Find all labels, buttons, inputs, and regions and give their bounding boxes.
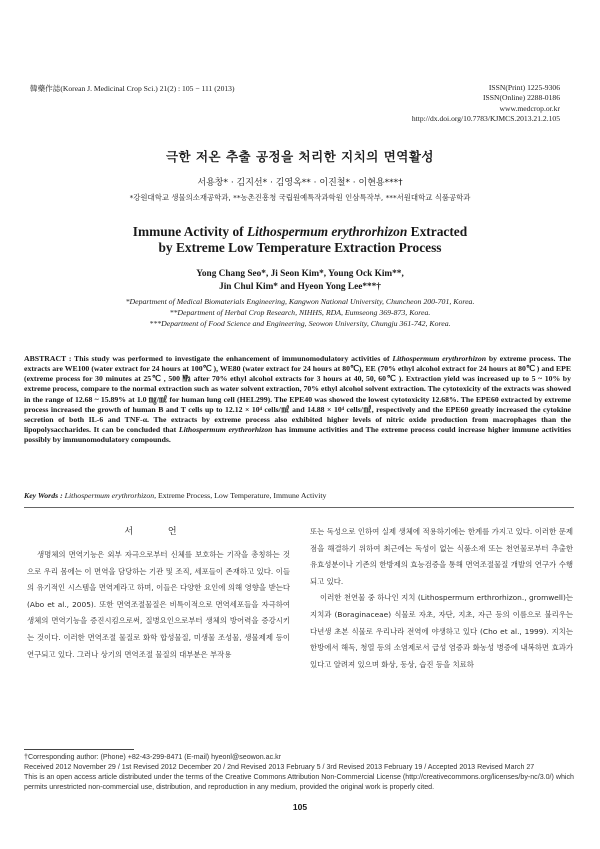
left-paragraph-1: 생명체의 면역기능은 외부 자극으로부터 신체를 보호하는 기작을 총칭하는 것으로 우리 몸에는 이 면역을 담당하는 기관 및 조직, 세포들이 존재하고 있다. 이들의 유기적인 시스템을 면역계라고 하며, 이들은 다양한 요인에 의해 영향을 받는다 (Abo et al., 2005). 또한 면역조절물질은 비특이적으로 면역세포들을 자극하여 생체의 면역기능을 증진시킴으로써, 질병요인으로부터 생체의 방어력을 증강시키는 것이다. 이러한 면역조절 물질로 화학 합성물질, 미생물 조성물, 생물제제 등이 연구되고 있다. 그러나 상기의 면역조절 물질의 대부분은 부작용 xyxy=(27,550,290,659)
journal-identifiers xyxy=(412,83,560,125)
korean-authors: 서용창* · 김지선* · 김영옥** · 이진철* · 이현용***† xyxy=(197,178,403,188)
title-line-2: by Extreme Low Temperature Extraction Process xyxy=(158,240,442,255)
keywords-rest: Extreme Process, Low Temperature, Immune Activity xyxy=(156,491,327,500)
title-part-1: Immune Activity of xyxy=(132,224,247,239)
issn-online: ISSN(Online) 2288-0186 xyxy=(483,93,560,103)
authors-line-1: Yong Chang Seo*, Ji Seon Kim*, Young Ock Kim**, xyxy=(196,269,404,279)
affiliation-2: **Department of Herbal Crop Research, NIHHS, RDA, Eumseong 369-873, Korea. xyxy=(169,308,431,317)
english-authors xyxy=(0,268,600,294)
corresponding-author: †Corresponding author: (Phone) +82-43-299-8471 (E-mail) hyeonl@seowon.ac.kr xyxy=(24,753,282,761)
received-dates: Received 2012 November 29 / 1st Revised 2012 December 20 / 2nd Revised 2013 February 5 / 3rd Revised 2013 February 19 / Accepted 2013 Revised March 27 xyxy=(24,763,535,772)
keywords xyxy=(24,491,326,500)
body-column-right xyxy=(310,524,573,673)
title-species: Lithospermum erythrorhizon xyxy=(246,224,408,239)
abstract-body-1: by extreme process. The extracts are WE100 (water extract for 24 hours at 100℃ ), WE80 (water extract for 24 hours at 80℃), EE (70% ethyl alcohol extract for 24 hours at 80℃ ) and EPE (extreme process for 30 minutes at 25℃ , 500 ㎫ after 70% ethyl alcohol extracts for 3 hours at 40, 50, 60℃ ). Extraction yield was increased up to 5 ~ 10% by extreme process, compare to the normal extraction such as water solvent extraction, 70% ethyl alcohol solvent extraction. The cytotoxicity of the extracts was showed in the range of 12.68 ~ 15.89% at 1.0 ㎎/㎖ for human lung cell (HEL299). The EPE40 was showed the lowest cytotoxicity 12.68%. The EPE60 extracted by extreme process increased the growth of human B and T cells up to 12.12 × 10⁴ cells/㎖ and 14.88 × 10⁴ cells/㎖, respectively and the EPE60 greatly increased the cytokine secretion of both IL-6 and TNF-α. The extracts by extreme process also exhibited higher levels of nitric oxide production from macrophages than the lipopolysaccharides. It can be concluded that xyxy=(24,354,572,435)
abstract-species-2: Lithospermum erythrorhizon xyxy=(178,425,273,435)
right-paragraph-2: 이러한 천연물 중 하나인 지치 (Lithospermum erthrorhizon., gromwell)는 지치과 (Boraginaceae) 식물로 자초, 자단, 지초, 자근 등의 이름으로 불리우는 다년생 초본 식물로 우리나라 전역에 야생하고 있다 (Cho et al., 1999). 지치는 한방에서 해독, 청열 등의 소염제로서 급성 염증과 화농성 병증에 내복하면 효과가 있다고 알려져 있으며 화상, 동상, 습진 등을 치료하 xyxy=(310,593,573,669)
english-affiliations xyxy=(0,296,600,329)
title-part-2: Extracted xyxy=(407,224,468,239)
footnote xyxy=(24,752,576,792)
license-note: This is an open access article distributed under the terms of the Creative Commons Attribution Non-Commercial License (http://creativecommons.org/licenses/by-nc/3.0/) which permits unrestricted non-commercial use, distribution, and reproduction in any medium, provided the original work is properly cited. xyxy=(24,773,575,792)
footnote-divider xyxy=(24,749,134,750)
doi-link[interactable]: http://dx.doi.org/10.7783/KJMCS.2013.21.2.105 xyxy=(411,114,560,124)
abstract xyxy=(24,354,571,445)
body-column-left xyxy=(27,547,290,663)
affiliation-1: *Department of Medical Biomaterials Engineering, Kangwon National University, Chuncheon 200-701, Korea. xyxy=(125,297,475,306)
right-paragraph-1: 또는 독성으로 인하여 실제 생체에 적용하기에는 한계를 가지고 있다. 이러한 문제점을 해결하기 위하여 최근에는 독성이 없는 식품소재 또는 천연물로부터 추출한 유효성분이나 기존의 한방제의 효능검증을 통해 면역조절물질 개발의 연구가 수행되고 있다. xyxy=(310,527,573,586)
abstract-body-2: has immune activities and The extreme process could increase higher immune activities possibly by immunomodulatory compounds. xyxy=(24,425,572,445)
authors-line-2: Jin Chul Kim* and Hyeon Yong Lee***† xyxy=(219,282,381,292)
english-title xyxy=(0,224,600,256)
keywords-divider xyxy=(24,507,574,508)
abstract-lead: ABSTRACT : This study was performed to investigate the enhancement of immunomodulatory activities of xyxy=(24,354,393,363)
issn-print: ISSN(Print) 1225-9306 xyxy=(488,83,560,92)
korean-affiliations: *강원대학교 생물의소재공학과, **농촌진흥청 국립원예특작과학원 인삼특작부, ***서원대학교 식품공학과 xyxy=(129,193,471,202)
page-number: 105 xyxy=(292,802,308,812)
keywords-label: Key Words : xyxy=(24,491,63,500)
journal-website[interactable]: www.medcrop.or.kr xyxy=(499,103,560,113)
keywords-species: Lithospermum erythrorhizon, xyxy=(64,491,157,500)
korean-title: 극한 저온 추출 공정을 처리한 지치의 면역활성 xyxy=(165,149,435,164)
section-heading: 서 언 xyxy=(124,527,193,537)
abstract-species: Lithospermum erythrorhizon xyxy=(392,354,487,363)
affiliation-3: ***Department of Food Science and Engineering, Seowon University, Chungju 361-742, Korea. xyxy=(149,319,451,328)
journal-citation: 韓藥作誌(Korean J. Medicinal Crop Sci.) 21(2) : 105 − 111 (2013) xyxy=(30,84,235,93)
